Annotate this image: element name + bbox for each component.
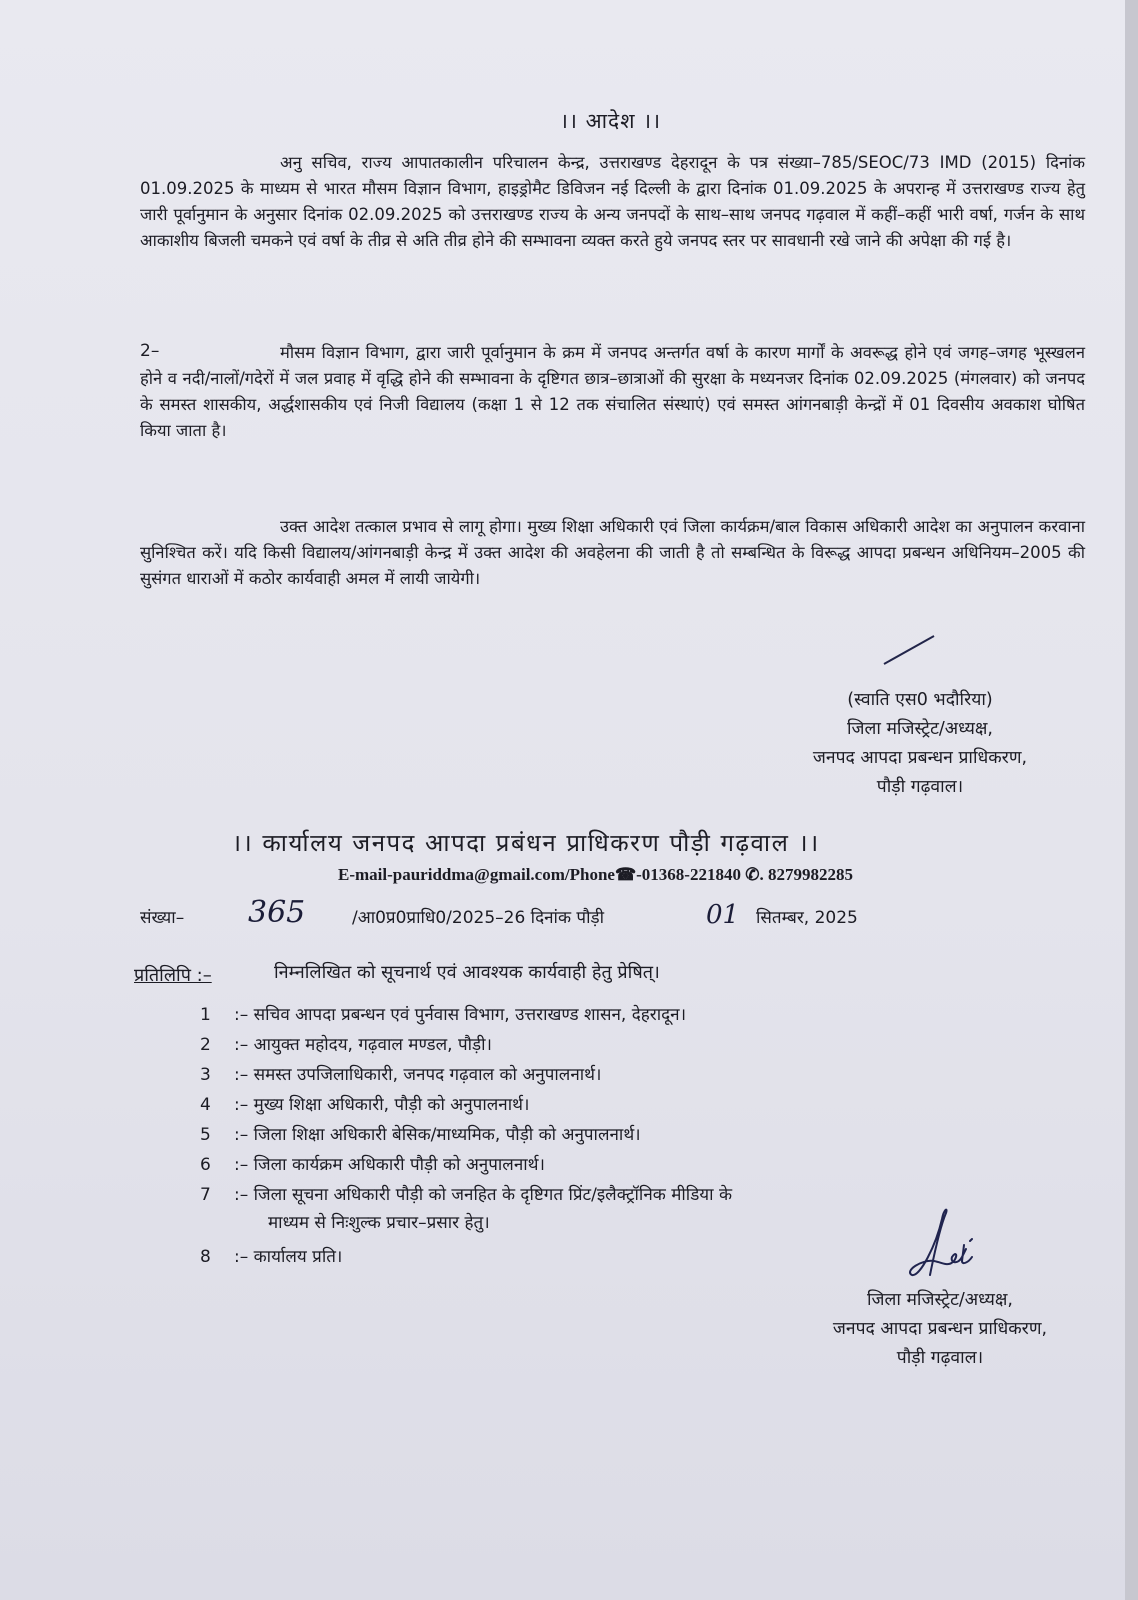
signature-mark-1 — [870, 630, 950, 670]
ref-month-year: सितम्बर, 2025 — [756, 908, 858, 928]
order-paragraph-3: उक्त आदेश तत्काल प्रभाव से लागू होगा। मुख्य शिक्षा अधिकारी एवं जिला कार्यक्रम/बाल विकास अधिकारी आदेश का अनुपालन करवाना सुनिश्चित करें। यदि किसी विद्यालय/आंगनबाड़ी केन्द्र में उक्त आदेश की अवहेलना की जाती है तो सम्बन्धित के विरूद्ध आपदा प्रबन्धन अधिनियम–2005 की सुसंगत धाराओं में कठोर कार्यवाही अमल में लायी जायेगी। — [140, 517, 1085, 588]
signatory-location: पौड़ी गढ़वाल। — [876, 777, 964, 797]
copy-item-number: 4 — [200, 1095, 211, 1115]
copy-item-text: :– मुख्य शिक्षा अधिकारी, पौड़ी को अनुपालनार्थ। — [234, 1095, 530, 1115]
order-paragraph-1: अनु सचिव, राज्य आपातकालीन परिचालन केन्द्र, उत्तराखण्ड देहरादून के पत्र संख्या–785/SEOC/73 IMD (2015) दिनांक 01.09.2025 के माध्यम से भारत मौसम विज्ञान विभाग, हाइड्रोमैट डिविजन नई दिल्ली के द्वारा दिनांक 01.09.2025 के अपरान्ह में उत्तराखण्ड राज्य हेतु जारी पूर्वानुमान के अनुसार दिनांक 02.09.2025 को उत्तराखण्ड राज्य के अन्य जनपदों के साथ–साथ जनपद गढ़वाल में कहीं–कहीं भारी वर्षा, गर्जन के साथ आकाशीय बिजली चमकने एवं वर्षा के तीव्र से अति तीव्र होने की सम्भावना व्यक्त करते हुये जनपद स्तर पर सावधानी रखे जाने की अपेक्षा की गई है। — [140, 153, 1085, 250]
signature-block-1 — [760, 686, 1080, 802]
copy-item-text: :– जिला शिक्षा अधिकारी बेसिक/माध्यमिक, पौड़ी को अनुपालनार्थ। — [234, 1125, 641, 1145]
copy-item — [200, 1242, 342, 1272]
copy-item-text: :– आयुक्त महोदय, गढ़वाल मण्डल, पौड़ी। — [234, 1035, 492, 1055]
ref-day: 01 — [706, 900, 740, 930]
order-title: ।। आदेश ।। — [560, 109, 662, 133]
copy-intro: निम्नलिखित को सूचनार्थ एवं आवश्यक कार्यवाही हेतु प्रेषित्। — [274, 962, 660, 983]
copy-item — [200, 1000, 686, 1030]
signatory-designation: जिला मजिस्ट्रेट/अध्यक्ष, — [866, 1290, 1013, 1310]
signatory-authority: जनपद आपदा प्रबन्धन प्राधिकरण, — [832, 1319, 1048, 1339]
page-edge — [1125, 0, 1138, 1600]
office-heading: ।। कार्यालय जनपद आपदा प्रबंधन प्राधिकरण पौड़ी गढ़वाल ।। — [232, 829, 820, 857]
signature-block-2 — [780, 1286, 1100, 1373]
copy-item-number: 6 — [200, 1155, 211, 1175]
ref-middle: /आ0प्र0प्राधि0/2025–26 दिनांक पौड़ी — [352, 908, 604, 928]
paragraph-2-number: 2– — [140, 341, 160, 361]
copy-item-number: 8 — [200, 1247, 211, 1267]
copy-item-number: 5 — [200, 1125, 211, 1145]
copy-item-text: :– सचिव आपदा प्रबन्धन एवं पुर्नवास विभाग, उत्तराखण्ड शासन, देहरादून। — [234, 1005, 687, 1025]
copy-item — [200, 1150, 545, 1180]
signatory-authority: जनपद आपदा प्रबन्धन प्राधिकरण, — [812, 748, 1028, 768]
copy-item-text: :– जिला सूचना अधिकारी पौड़ी को जनहित के दृष्टिगत प्रिंट/इलैक्ट्रॉनिक मीडिया के — [234, 1185, 733, 1205]
copy-label: प्रतिलिपि :– — [134, 965, 212, 986]
copy-item — [200, 1030, 492, 1060]
copy-item-text: माध्यम से निःशुल्क प्रचार–प्रसार हेतु। — [268, 1213, 490, 1233]
signatory-location: पौड़ी गढ़वाल। — [896, 1348, 984, 1368]
copy-item-text: :– कार्यालय प्रति। — [234, 1247, 343, 1267]
order-paragraph-2: मौसम विज्ञान विभाग, द्वारा जारी पूर्वानुमान के क्रम में जनपद अन्तर्गत वर्षा के कारण मार्गों के अवरूद्ध होने एवं जगह–जगह भूस्खलन होने व नदी/नालों/गदेरों में जल प्रवाह में वृद्धि होने की सम्भावना के दृष्टिगत छात्र–छात्राओं की सुरक्षा के मध्यनजर दिनांक 02.09.2025 (मंगलवार) को जनपद के समस्त शासकीय, अर्द्धशासकीय एवं निजी विद्यालय (कक्षा 1 से 12 तक संचालित संस्थाएं) एवं समस्त आंगनबाड़ी केन्द्रों में 01 दिवसीय अवकाश घोषित किया जाता है। — [140, 343, 1085, 440]
copy-item-number: 3 — [200, 1065, 211, 1085]
copy-item — [200, 1090, 529, 1120]
signature-mark-2 — [900, 1205, 1000, 1285]
office-contact: E-mail-pauriddma@gmail.com/Phone☎-01368-221840 ✆. 8279982285 — [338, 865, 853, 884]
signatory-designation: जिला मजिस्ट्रेट/अध्यक्ष, — [846, 719, 993, 739]
copy-item-number: 7 — [200, 1185, 211, 1205]
ref-label: संख्या– — [140, 908, 185, 928]
ref-number: 365 — [248, 895, 306, 930]
copy-item-text: :– समस्त उपजिलाधिकारी, जनपद गढ़वाल को अनुपालनार्थ। — [234, 1065, 602, 1085]
copy-item-number: 2 — [200, 1035, 211, 1055]
copy-item-continuation — [200, 1208, 490, 1238]
copy-item-number: 1 — [200, 1005, 211, 1025]
signatory-name: (स्वाति एस0 भदौरिया) — [847, 690, 993, 710]
copy-item-text: :– जिला कार्यक्रम अधिकारी पौड़ी को अनुपालनार्थ। — [234, 1155, 545, 1175]
copy-item — [200, 1120, 641, 1150]
copy-item — [200, 1180, 732, 1210]
copy-item — [200, 1060, 601, 1090]
